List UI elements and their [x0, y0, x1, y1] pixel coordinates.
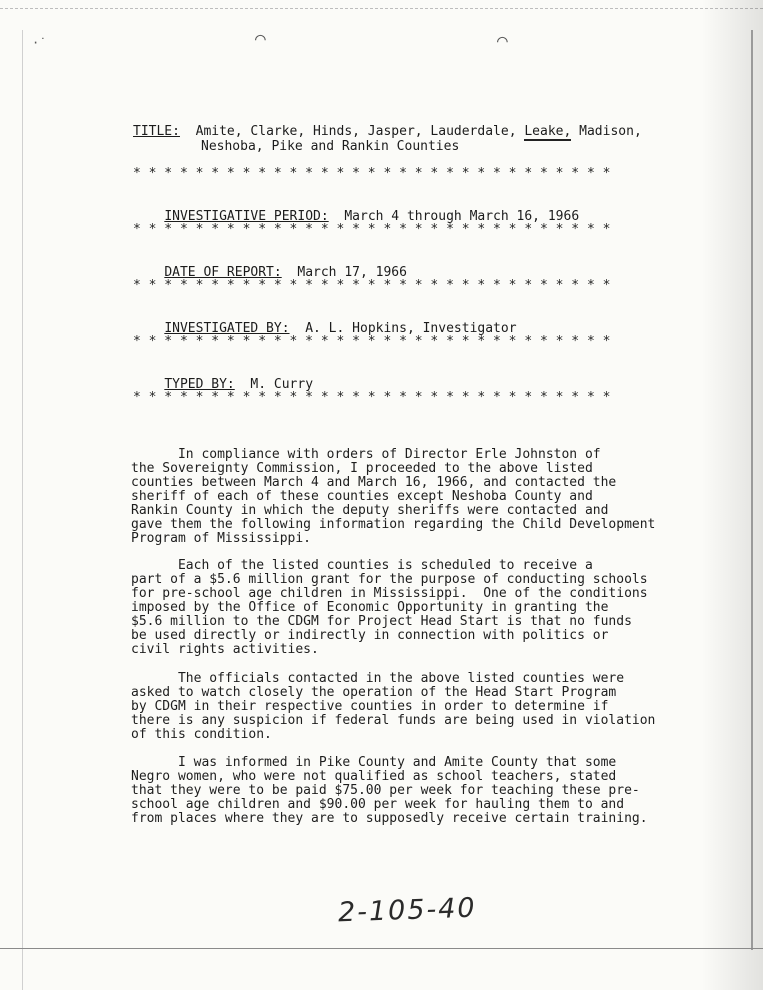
investigative-period-value: March 4 through March 16, 1966	[344, 209, 580, 224]
paragraph-line: the Sovereignty Commission, I proceeded to the above listed	[131, 461, 593, 476]
title-counties-part2: Madison,	[579, 124, 642, 139]
speck-mark: ⌒	[497, 30, 508, 51]
date-of-report-value: March 17, 1966	[297, 265, 407, 280]
paragraph-3	[131, 672, 706, 742]
paragraph-line: for pre-school age children in Mississippi. One of the conditions	[131, 586, 648, 601]
paragraph-line: $5.6 million to the CDGM for Project Head Start is that no funds	[131, 614, 632, 629]
paragraph-line: be used directly or indirectly in connection with politics or	[131, 628, 609, 643]
separator: * * * * * * * * * * * * * * * * * * * * * * * * * * * * * * *	[133, 166, 611, 181]
paragraph-line: Negro women, who were not qualified as school teachers, stated	[131, 769, 617, 784]
separator: * * * * * * * * * * * * * * * * * * * * * * * * * * * * * * *	[133, 390, 611, 405]
investigated-by-label: INVESTIGATED BY:	[164, 321, 290, 336]
speck-mark: ⌒	[255, 28, 266, 49]
paragraph-line: Rankin County in which the deputy sheriffs were contacted and	[131, 503, 609, 518]
paragraph-line: counties between March 4 and March 16, 1966, and contacted the	[131, 475, 617, 490]
title-label: TITLE:	[133, 124, 180, 139]
page-top-edge	[0, 0, 763, 9]
title-counties-part1: Amite, Clarke, Hinds, Jasper, Lauderdale,	[195, 124, 517, 139]
page-bottom-edge	[0, 948, 763, 990]
paragraph-line: imposed by the Office of Economic Opportunity in granting the	[131, 600, 609, 615]
handwritten-file-number: 2-105-40	[337, 892, 478, 929]
paragraph-line: that they were to be paid $75.00 per week for teaching these pre-	[131, 783, 640, 798]
paragraph-2	[131, 559, 706, 657]
paragraph-line: by CDGM in their respective counties in order to determine if	[131, 699, 609, 714]
paragraph-line: there is any suspicion if federal funds are being used in violation	[131, 713, 656, 728]
typed-by-label: TYPED BY:	[164, 377, 235, 392]
separator: * * * * * * * * * * * * * * * * * * * * * * * * * * * * * * *	[133, 222, 611, 237]
paragraph-line: In compliance with orders of Director Erle Johnston of	[131, 447, 601, 462]
paragraph-line: sheriff of each of these counties except Neshoba County and	[131, 489, 593, 504]
paragraph-line: Program of Mississippi.	[131, 531, 312, 546]
title-county-leake: Leake,	[524, 124, 572, 139]
paragraph-line: from places where they are to supposedly receive certain training.	[131, 811, 648, 826]
page-right-shadow	[701, 0, 763, 990]
speck-mark: ·˙	[32, 36, 47, 50]
paragraph-line: The officials contacted in the above listed counties were	[131, 671, 625, 686]
typed-by-value: M. Curry	[250, 377, 314, 392]
paragraph-line: of this condition.	[131, 727, 272, 742]
page-right-border	[751, 30, 753, 950]
paragraph-line: school age children and $90.00 per week for hauling them to and	[131, 797, 625, 812]
paragraph-1	[131, 448, 706, 546]
paragraph-line: I was informed in Pike County and Amite County that some	[131, 755, 617, 770]
separator: * * * * * * * * * * * * * * * * * * * * * * * * * * * * * * *	[133, 278, 611, 293]
paragraph-4	[131, 756, 706, 826]
separator: * * * * * * * * * * * * * * * * * * * * * * * * * * * * * * *	[133, 334, 611, 349]
page-left-border	[22, 30, 23, 990]
date-of-report-label: DATE OF REPORT:	[164, 265, 282, 280]
paragraph-line: gave them the following information regarding the Child Development	[131, 517, 656, 532]
paragraph-line: asked to watch closely the operation of the Head Start Program	[131, 685, 617, 700]
investigated-by-value: A. L. Hopkins, Investigator	[305, 321, 517, 336]
investigative-period-label: INVESTIGATIVE PERIOD:	[164, 209, 329, 224]
title-counties-line2: Neshoba, Pike and Rankin Counties	[201, 139, 460, 154]
report-title	[133, 124, 642, 140]
paragraph-line: part of a $5.6 million grant for the purpose of conducting schools	[131, 572, 648, 587]
paragraph-line: civil rights activities.	[131, 642, 319, 657]
paragraph-line: Each of the listed counties is scheduled to receive a	[131, 558, 593, 573]
